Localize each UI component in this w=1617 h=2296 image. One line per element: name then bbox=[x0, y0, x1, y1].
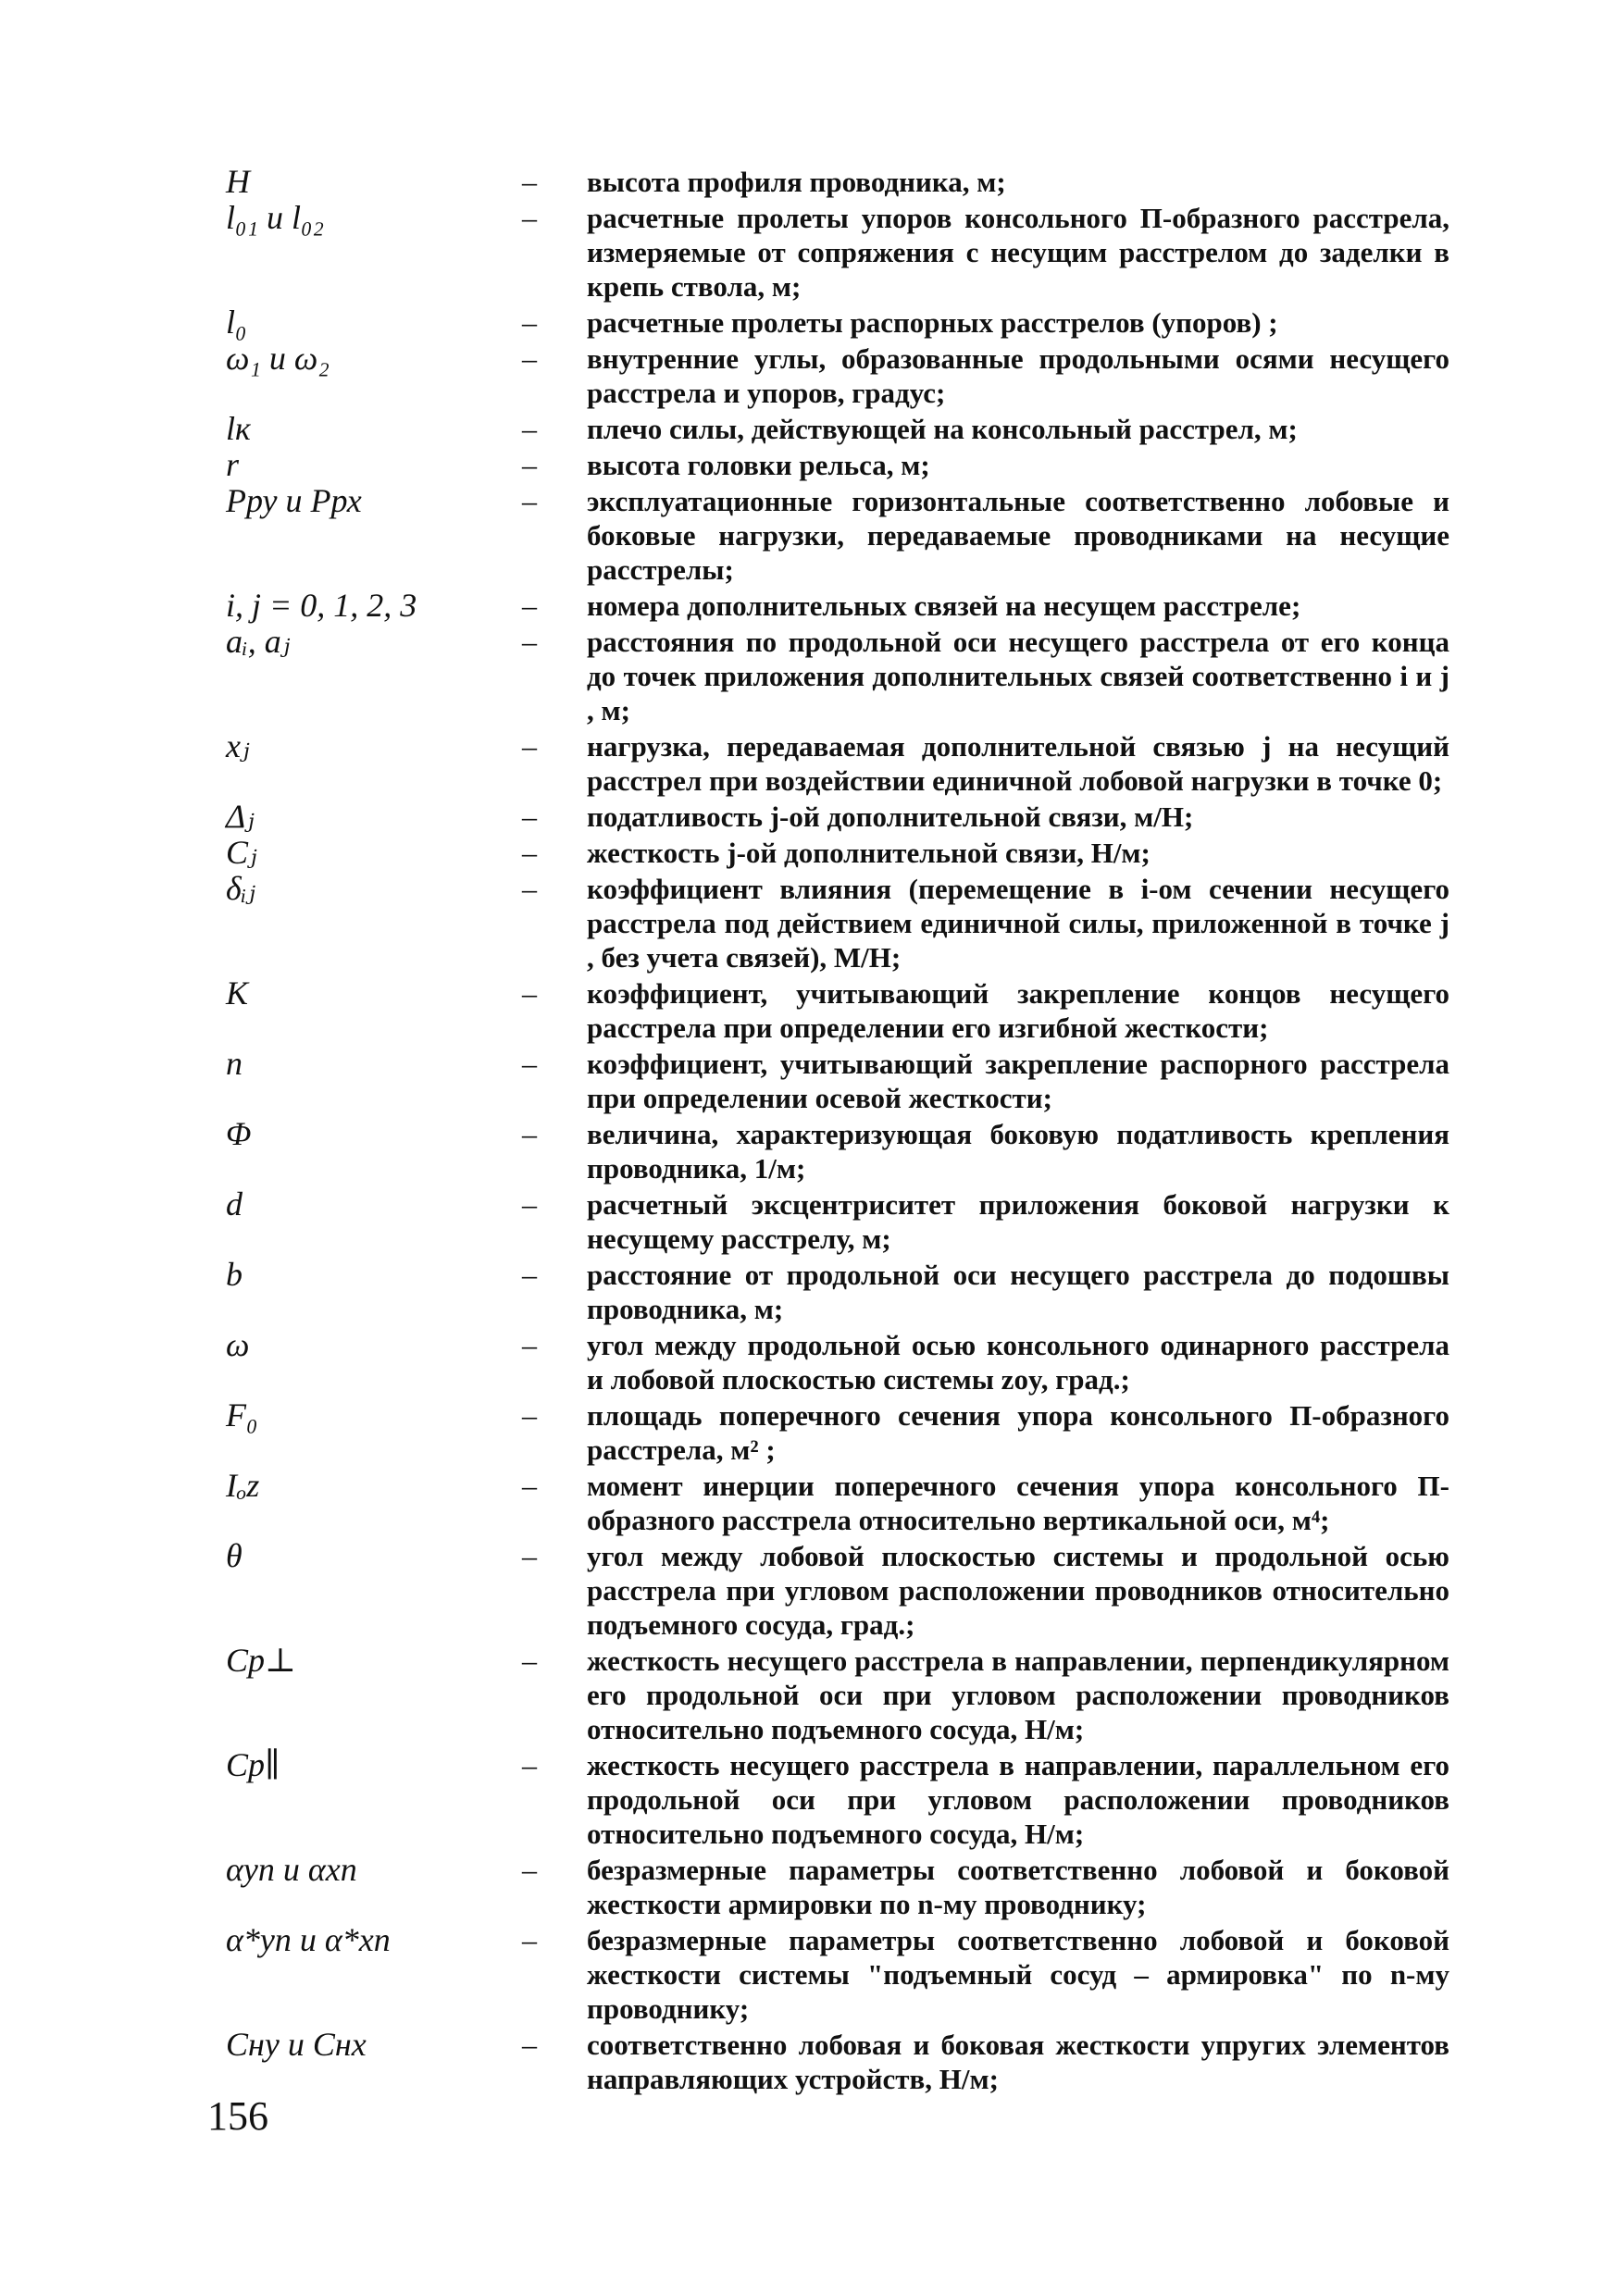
list-item bbox=[226, 1115, 1449, 1185]
dash: – bbox=[522, 1748, 537, 1781]
dash: – bbox=[522, 201, 537, 234]
list-item bbox=[226, 165, 1429, 199]
description: площадь поперечного сечения упора консольного П-образного расстрела, м² ; bbox=[587, 1399, 1449, 1466]
dash: – bbox=[522, 1258, 537, 1291]
symbol: d bbox=[226, 1185, 243, 1222]
symbol: Pру и Pрх bbox=[226, 482, 362, 519]
symbol: α*yn и α*xn bbox=[226, 1921, 391, 1958]
dash: – bbox=[522, 589, 537, 622]
list-item bbox=[226, 836, 1429, 870]
dash: – bbox=[522, 1853, 537, 1886]
dash: – bbox=[522, 448, 537, 481]
list-item bbox=[226, 870, 1449, 974]
description: расчетные пролеты упоров консольного П-образного расстрела, измеряемые от сопряжения с несущим расстрелом до заделки в крепь ствола, м; bbox=[587, 202, 1449, 303]
dash: – bbox=[522, 625, 537, 658]
symbol: n bbox=[226, 1045, 243, 1082]
list-item bbox=[226, 589, 1429, 623]
symbol: l₀ bbox=[226, 304, 247, 341]
symbol: Δⱼ bbox=[226, 798, 255, 835]
list-item bbox=[226, 800, 1429, 834]
list-item bbox=[226, 448, 1429, 482]
description: безразмерные параметры соответственно лобовой и боковой жесткости армировки по n-му проводнику; bbox=[587, 1854, 1449, 1920]
description: номера дополнительных связей на несущем расстреле; bbox=[587, 590, 1301, 622]
description: момент инерции поперечного сечения упора консольного П-образного расстрела относительно вертикальной оси, м⁴; bbox=[587, 1470, 1449, 1536]
symbol: H bbox=[226, 163, 250, 200]
list-item bbox=[226, 727, 1449, 798]
description: плечо силы, действующей на консольный расстрел, м; bbox=[587, 413, 1298, 445]
symbol: Cр∥ bbox=[226, 1746, 280, 1783]
list-item bbox=[226, 199, 1449, 304]
list-item bbox=[226, 1537, 1449, 1642]
list-item bbox=[226, 1467, 1449, 1537]
symbol: Cⱼ bbox=[226, 834, 257, 871]
list-item bbox=[226, 974, 1449, 1045]
page-number: 156 bbox=[207, 2093, 268, 2139]
description: расстояние от продольной оси несущего расстрела до подошвы проводника, м; bbox=[587, 1259, 1449, 1325]
description: податливость j-ой дополнительной связи, м/Н; bbox=[587, 800, 1194, 833]
symbol: aᵢ, aⱼ bbox=[226, 623, 291, 660]
dash: – bbox=[522, 836, 537, 869]
dash: – bbox=[522, 1047, 537, 1080]
dash: – bbox=[522, 729, 537, 763]
dash: – bbox=[522, 1923, 537, 1956]
dash: – bbox=[522, 2028, 537, 2061]
description: внутренние углы, образованные продольными осями несущего расстрела и упоров, градус; bbox=[587, 342, 1449, 409]
description: коэффициент, учитывающий закрепление концов несущего расстрела при определении его изгибной жесткости; bbox=[587, 977, 1449, 1044]
list-item bbox=[226, 412, 1429, 446]
list-item bbox=[226, 1851, 1449, 1921]
description: коэффициент влияния (перемещение в i-ом сечении несущего расстрела под действием единичной силы, приложенной в точке j , без учета связей), М/Н; bbox=[587, 873, 1449, 974]
list-item bbox=[226, 1642, 1449, 1746]
dash: – bbox=[522, 1187, 537, 1221]
description: угол между лобовой плоскостью системы и продольной осью расстрела при угловом расположении проводников относительно подъемного сосуда, град.; bbox=[587, 1540, 1449, 1641]
dash: – bbox=[522, 341, 537, 375]
symbol: l₀₁ и l₀₂ bbox=[226, 199, 325, 236]
symbol: Iₒz bbox=[226, 1467, 260, 1504]
symbol: F₀ bbox=[226, 1396, 258, 1433]
symbol: b bbox=[226, 1256, 243, 1293]
dash: – bbox=[522, 484, 537, 517]
symbol: Cр⊥ bbox=[226, 1642, 296, 1679]
description: расчетные пролеты распорных расстрелов (упоров) ; bbox=[587, 306, 1278, 339]
dash: – bbox=[522, 305, 537, 339]
symbol: ω₁ и ω₂ bbox=[226, 340, 330, 377]
dash: – bbox=[522, 165, 537, 198]
description: коэффициент, учитывающий закрепление распорного расстрела при определении осевой жесткости; bbox=[587, 1048, 1449, 1114]
symbol: i, j = 0, 1, 2, 3 bbox=[226, 587, 417, 624]
description: безразмерные параметры соответственно лобовой и боковой жесткости системы "подъемный сосуд – армировка" по n-му проводнику; bbox=[587, 1924, 1449, 2025]
description: нагрузка, передаваемая дополнительной связью j на несущий расстрел при воздействии единичной лобовой нагрузки в точке 0; bbox=[587, 730, 1449, 797]
symbol: Cну и Cнх bbox=[226, 2026, 367, 2063]
symbol: θ bbox=[226, 1537, 243, 1574]
list-item bbox=[226, 623, 1449, 727]
dash: – bbox=[522, 800, 537, 833]
dash: – bbox=[522, 412, 537, 445]
dash: – bbox=[522, 1644, 537, 1677]
description: величина, характеризующая боковую податливость крепления проводника, 1/м; bbox=[587, 1118, 1449, 1185]
list-item bbox=[226, 1045, 1449, 1115]
list-item bbox=[226, 2026, 1449, 2096]
description: эксплуатационные горизонтальные соответственно лобовые и боковые нагрузки, передаваемые проводниками на несущие расстрелы; bbox=[587, 485, 1449, 586]
dash: – bbox=[522, 1469, 537, 1502]
list-item bbox=[226, 305, 1429, 340]
symbol: αyn и αxn bbox=[226, 1851, 357, 1888]
description: высота головки рельса, м; bbox=[587, 449, 930, 481]
symbol: r bbox=[226, 446, 240, 483]
list-item bbox=[226, 1396, 1449, 1467]
symbol: δᵢⱼ bbox=[226, 870, 255, 907]
list-item bbox=[226, 1185, 1449, 1256]
symbol: ω bbox=[226, 1326, 250, 1363]
description: жесткость несущего расстрела в направлении, перпендикулярном его продольной оси при угловом расположении проводников относительно подъемного сосуда, Н/м; bbox=[587, 1644, 1449, 1745]
list-item bbox=[226, 1256, 1449, 1326]
dash: – bbox=[522, 1398, 537, 1432]
list-item bbox=[226, 340, 1449, 410]
description: жесткость несущего расстрела в направлении, параллельном его продольной оси при угловом расположении проводников относительно подъемного сосуда, Н/м; bbox=[587, 1749, 1449, 1850]
dash: – bbox=[522, 872, 537, 905]
symbol: lк bbox=[226, 410, 251, 447]
dash: – bbox=[522, 1539, 537, 1572]
symbol: xⱼ bbox=[226, 727, 250, 764]
symbol: K bbox=[226, 974, 249, 1011]
description: жесткость j-ой дополнительной связи, Н/м; bbox=[587, 837, 1151, 869]
description: расстояния по продольной оси несущего расстрела от его конца до точек приложения дополнительных связей соответственно i и j , м; bbox=[587, 626, 1449, 726]
description: расчетный эксцентриситет приложения боковой нагрузки к несущему расстрелу, м; bbox=[587, 1188, 1449, 1255]
symbol: Φ bbox=[226, 1115, 252, 1152]
list-item bbox=[226, 1921, 1449, 2026]
description: соответственно лобовая и боковая жесткости упругих элементов направляющих устройств, Н/м; bbox=[587, 2029, 1449, 2095]
list-item bbox=[226, 1746, 1449, 1851]
dash: – bbox=[522, 1117, 537, 1150]
list-item bbox=[226, 482, 1449, 587]
symbol-list bbox=[226, 163, 1449, 2098]
list-item bbox=[226, 1326, 1449, 1396]
description: угол между продольной осью консольного одинарного расстрела и лобовой плоскостью системы zoy, град.; bbox=[587, 1329, 1449, 1396]
dash: – bbox=[522, 1328, 537, 1361]
dash: – bbox=[522, 976, 537, 1010]
description: высота профиля проводника, м; bbox=[587, 166, 1006, 198]
